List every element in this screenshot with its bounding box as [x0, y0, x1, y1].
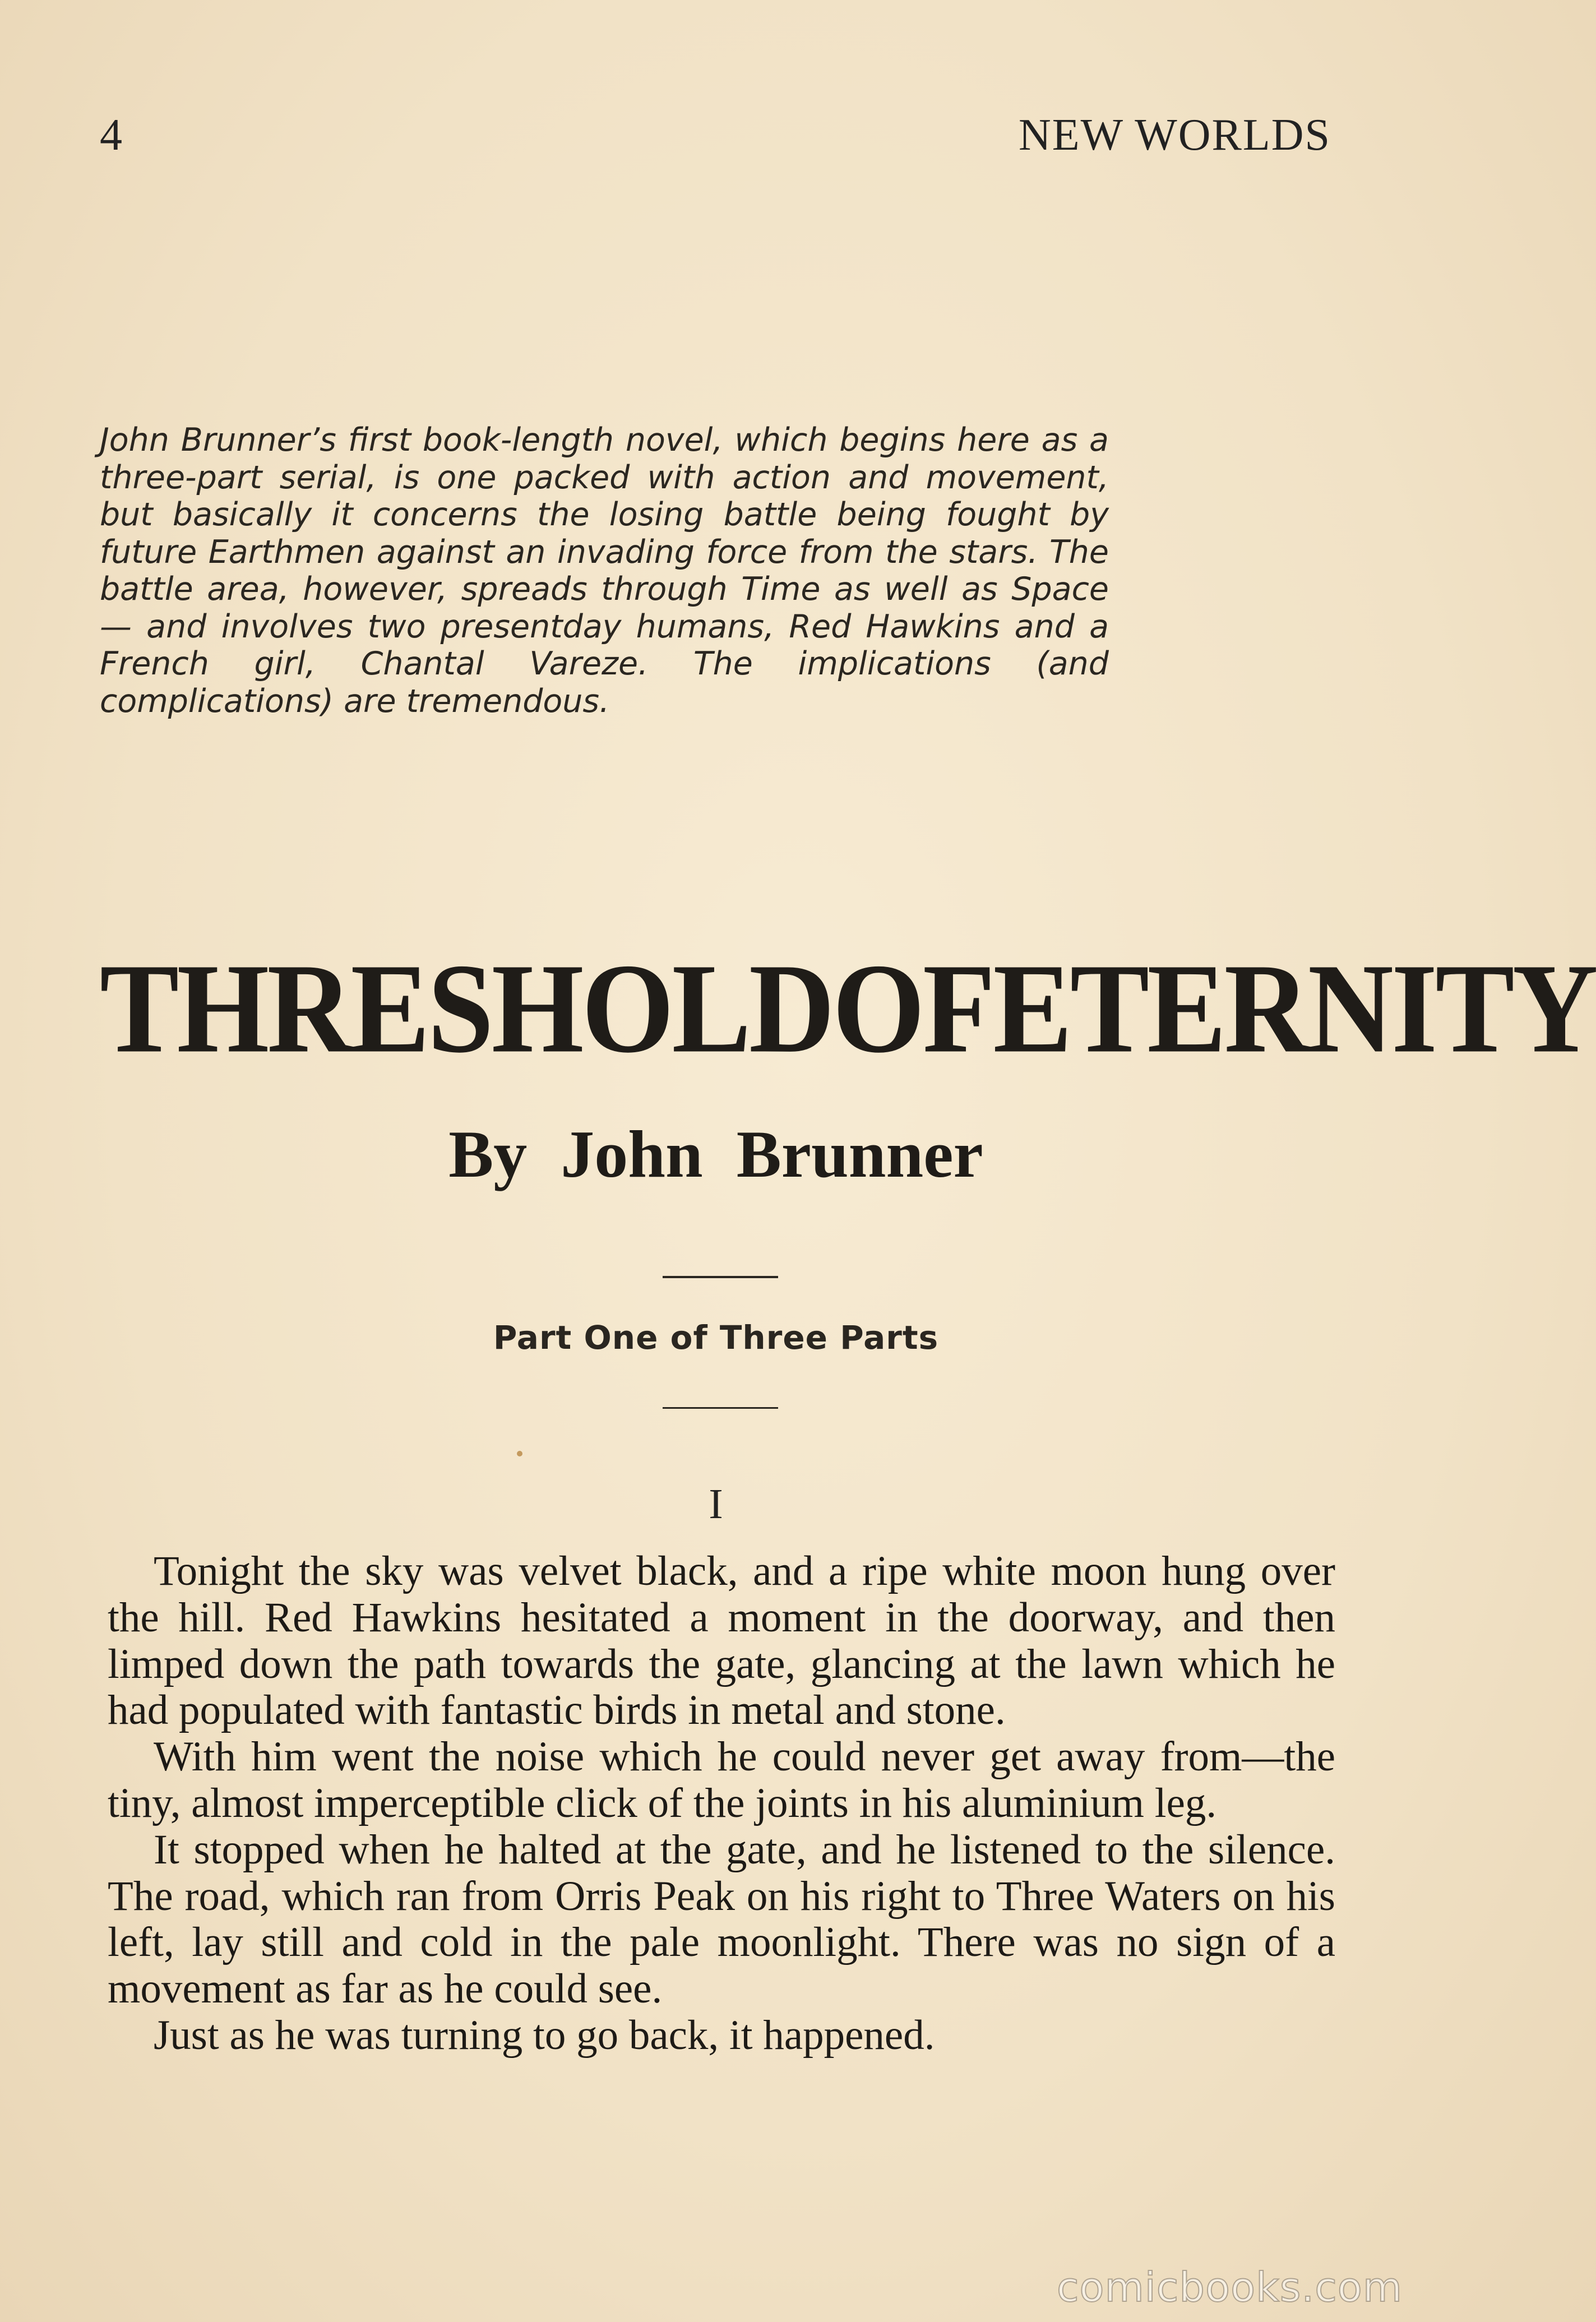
divider-top [663, 1276, 778, 1278]
byline: By John Brunner [448, 1117, 983, 1191]
watermark: comicbooks.com [1056, 2264, 1403, 2311]
story-body [108, 1548, 1335, 2059]
title-word: THRESHOLD [100, 937, 833, 1080]
title-word: OF [832, 937, 993, 1080]
paragraph: Tonight the sky was velvet black, and a ripe white moon hung over the hill. Red Hawkins hesitated a moment in the doorway, and then limped down the path towards the gate, glancing at the lawn which he had populated with fantastic birds in metal and stone. [108, 1548, 1335, 1734]
running-head: NEW WORLDS [1018, 110, 1331, 160]
part-label: Part One of Three Parts [493, 1319, 939, 1357]
paragraph: It stopped when he halted at the gate, and he listened to the silence. The road, which ran from Orris Peak on his right to Three Waters on his left, lay still and cold in the pale moonlight. There was no sign of a movement as far as he could see. [108, 1826, 1335, 2013]
paragraph: Just as he was turning to go back, it happened. [154, 2011, 935, 2059]
story-blurb: John Brunner’s first book-length novel, which begins here as a three-part serial, is one packed with action and movement, but basically it concerns the losing battle being fought by future Earthmen against an invading force from the stars. The battle area, however, spreads through Time as well as Space — and involves two presentday humans, Red Hawkins and a French girl, Chantal Vareze. The implications (and complications) are tremendous. [100, 422, 1109, 720]
divider-bottom [663, 1407, 778, 1409]
ink-speck [517, 1451, 522, 1456]
paragraph: With him went the noise which he could never get away from—the tiny, almost imperceptible click of the joints in his aluminium leg. [108, 1733, 1335, 1826]
page-number: 4 [100, 110, 122, 160]
story-title [100, 937, 1596, 1080]
chapter-number: I [709, 1481, 723, 1528]
title-word: ETERNITY [993, 937, 1596, 1080]
